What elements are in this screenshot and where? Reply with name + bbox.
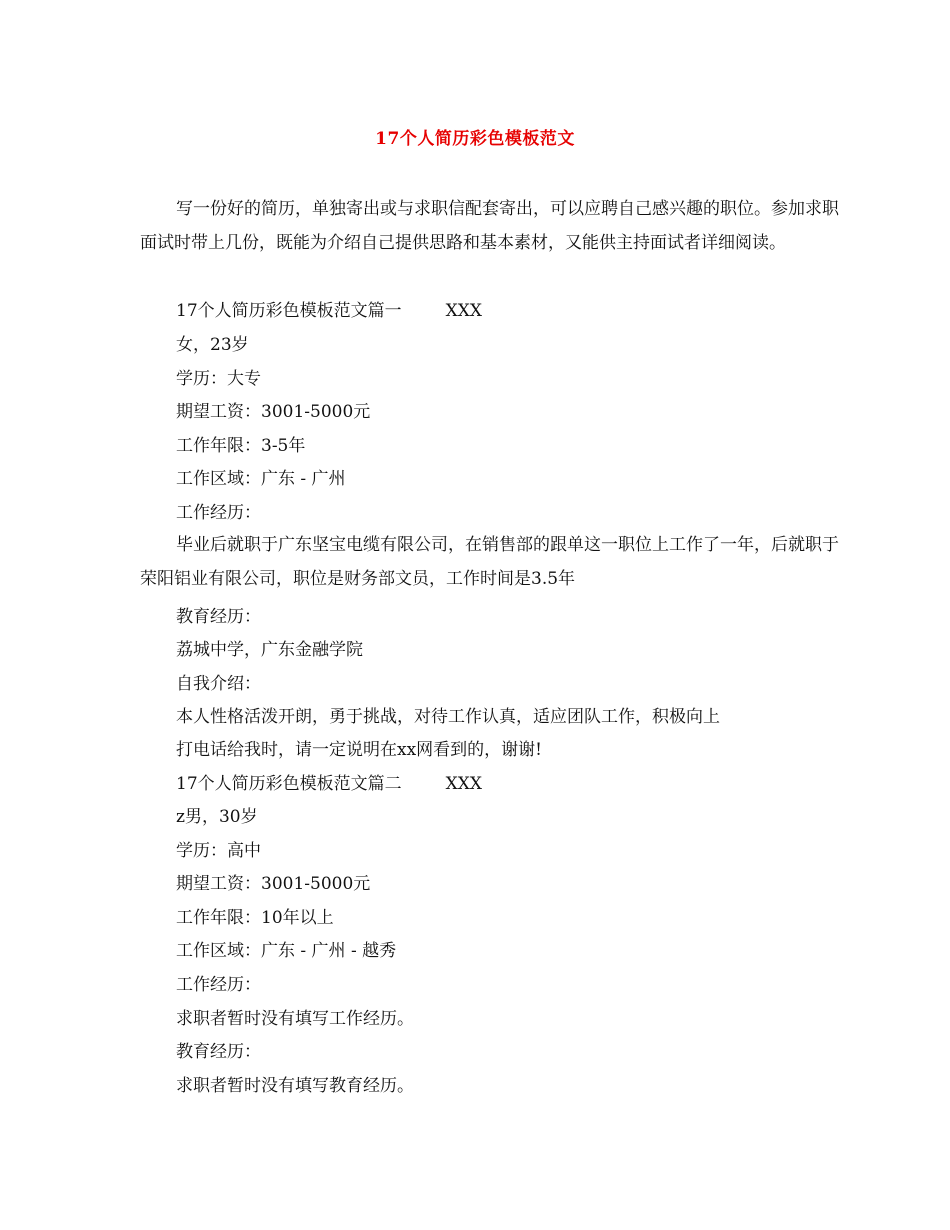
resume2-heading: 17个人简历彩色模板范文篇二 <box>176 774 402 794</box>
resume1-self-text: 本人性格活泼开朗，勇于挑战，对待工作认真，适应团队工作，积极向上 <box>176 707 720 727</box>
resume2-region: 工作区域：广东 - 广州 - 越秀 <box>176 941 397 961</box>
resume1-edu-label: 教育经历： <box>176 607 261 627</box>
resume1-self-label: 自我介绍： <box>176 674 261 694</box>
resume1-work-label: 工作经历： <box>176 503 261 523</box>
resume1-work-text: 毕业后就职于广东坚宝电缆有限公司，在销售部的跟单这一职位上工作了一年，后就职于荣阳铝业有限公司，职位是财务部文员，工作时间是3.5年 <box>140 535 839 589</box>
resume1-heading-line <box>176 300 482 322</box>
resume2-name: XXX <box>445 774 482 794</box>
resume2-edu-label: 教育经历： <box>176 1042 261 1062</box>
resume1-edu-text: 荔城中学，广东金融学院 <box>176 640 363 660</box>
resume1-education-level: 学历：大专 <box>176 369 261 389</box>
resume1-gender-age: 女，23岁 <box>176 335 249 355</box>
resume2-work-text: 求职者暂时没有填写工作经历。 <box>176 1009 414 1029</box>
resume2-heading-line <box>176 773 482 795</box>
intro-paragraph: 写一份好的简历，单独寄出或与求职信配套寄出，可以应聘自己感兴趣的职位。参加求职面试时带上几份，既能为介绍自己提供思路和基本素材，又能供主持面试者详细阅读。 <box>140 199 839 253</box>
resume1-region: 工作区域：广东 - 广州 <box>176 469 346 489</box>
resume2-gender-age: z男，30岁 <box>176 807 258 827</box>
resume2-education-level: 学历：高中 <box>176 841 261 861</box>
resume2-salary: 期望工资：3001-5000元 <box>176 874 371 894</box>
resume1-contact-note: 打电话给我时，请一定说明在xx网看到的，谢谢! <box>176 740 543 760</box>
resume2-work-label: 工作经历： <box>176 975 261 995</box>
resume2-years: 工作年限：10年以上 <box>176 908 334 928</box>
resume1-years: 工作年限：3-5年 <box>176 436 306 456</box>
resume1-heading: 17个人简历彩色模板范文篇一 <box>176 301 402 321</box>
document-title: 17个人简历彩色模板范文 <box>375 129 575 149</box>
resume2-edu-text: 求职者暂时没有填写教育经历。 <box>176 1076 414 1096</box>
resume1-salary: 期望工资：3001-5000元 <box>176 402 371 422</box>
resume1-name: XXX <box>445 301 482 321</box>
